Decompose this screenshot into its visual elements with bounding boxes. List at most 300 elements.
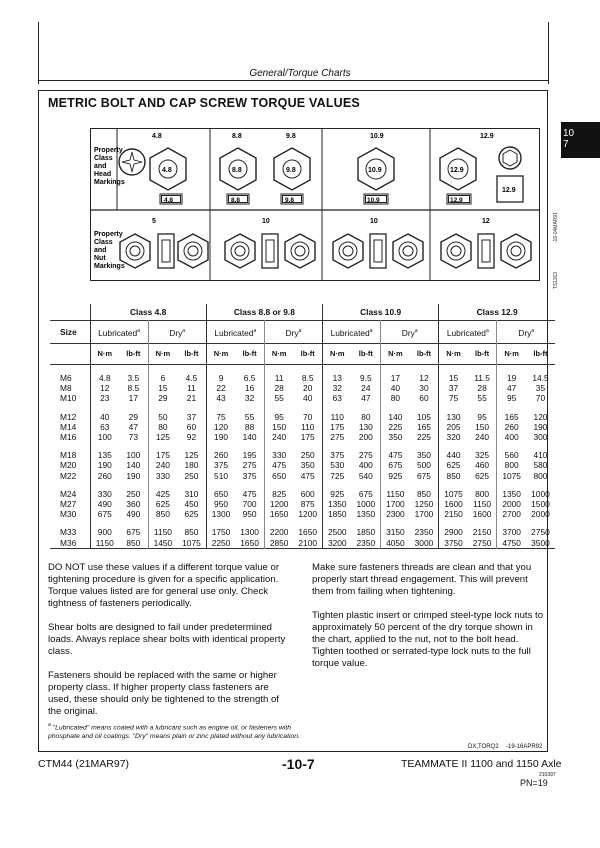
unit-header: lb-ft <box>475 348 490 358</box>
size-cell: M30 <box>60 509 77 520</box>
torque-value: 475 <box>381 450 410 460</box>
lubricated-header: Lubricated$^a$ <box>323 321 381 344</box>
torque-value: 400 <box>358 460 373 471</box>
torque-value: 1150 <box>473 499 492 510</box>
note-paragraph: Shear bolts are designed to fail under predetermined loads. Always replace shear bolts with identical property class. <box>48 622 286 657</box>
torque-value: 9.5 <box>360 373 372 383</box>
page-number: -10-7 <box>282 756 315 772</box>
note-paragraph: Fasteners should be replaced with the same or higher property class. If higher property class fasteners are used, these should only be tightened to the strength of the original. <box>48 670 279 717</box>
torque-value: 3700 <box>497 527 526 537</box>
torque-value: 150 <box>475 421 490 432</box>
bolt-head-mark: 9.8 <box>286 167 296 174</box>
torque-value: 490 <box>126 509 141 520</box>
bolt-shank-mark: 4.8 <box>164 197 174 204</box>
torque-value: 2350 <box>414 527 434 538</box>
torque-value: 350 <box>381 432 410 442</box>
torque-value: 11.5 <box>474 373 490 383</box>
unit-header: lb-ft <box>126 348 141 358</box>
row2-label-line: and <box>94 247 107 254</box>
torque-value: 1700 <box>381 499 410 509</box>
torque-value: 1200 <box>298 509 318 520</box>
torque-value: 40 <box>381 383 410 393</box>
torque-value: 1350 <box>356 509 376 520</box>
unit-header: N·m <box>148 344 177 365</box>
torque-value: 410 <box>533 450 548 461</box>
torque-value: 55 <box>477 393 487 404</box>
group-spacer <box>50 442 555 450</box>
torque-value: 850 <box>184 527 199 538</box>
torque-value: 165 <box>416 421 431 432</box>
torque-value: 850 <box>148 509 177 519</box>
torque-value: 37 <box>439 383 468 393</box>
torque-value: 17 <box>381 373 410 383</box>
torque-value: 475 <box>264 460 293 470</box>
size-cell: M27 <box>60 499 77 510</box>
torque-value: 135 <box>90 450 119 460</box>
torque-value: 4050 <box>381 538 410 549</box>
torque-value: 1350 <box>323 499 352 509</box>
torque-value: 95 <box>264 412 293 422</box>
torque-value: 675 <box>90 509 119 519</box>
row1-label-line: and <box>94 163 107 170</box>
torque-table <box>50 304 555 549</box>
torque-value: 47 <box>128 421 138 432</box>
bolt-head-12-9-icon <box>440 147 523 204</box>
row2-label-line: Nut <box>94 255 106 262</box>
torque-value: 16 <box>244 383 255 394</box>
torque-value: 140 <box>381 412 410 422</box>
chapter-tab <box>561 122 600 158</box>
torque-value: 900 <box>90 527 119 537</box>
torque-value: 13 <box>323 373 352 383</box>
torque-value: 2150 <box>472 527 492 538</box>
row2-label-line: Class <box>94 239 113 246</box>
torque-value: 650 <box>206 489 235 499</box>
group-spacer <box>50 519 555 527</box>
unit-header: lb-ft <box>184 348 199 358</box>
bolt-head-10-9-icon <box>358 148 394 204</box>
torque-value: 125 <box>148 432 177 442</box>
torque-value: 850 <box>439 471 468 481</box>
torque-value: 1450 <box>148 538 177 549</box>
torque-value: 140 <box>242 432 257 443</box>
torque-value: 675 <box>126 527 141 538</box>
torque-value: 4.5 <box>185 373 198 383</box>
torque-value: 37 <box>186 411 197 422</box>
torque-value: 1150 <box>90 538 119 549</box>
torque-value: 275 <box>358 450 373 461</box>
torque-value: 11 <box>187 383 196 394</box>
torque-value: 650 <box>264 471 293 481</box>
dry-header: Dry$^a$ <box>381 321 439 344</box>
footer-manual-title: TEAMMATE II 1100 and 1150 Axle <box>401 758 562 770</box>
nut-class-label: 12 <box>482 218 490 225</box>
torque-value: 300 <box>533 432 548 443</box>
unit-header: N·m <box>206 344 235 365</box>
torque-value: 80 <box>361 411 371 422</box>
size-cell: M14 <box>60 421 77 432</box>
torque-value: 925 <box>323 489 352 499</box>
group-spacer <box>50 481 555 489</box>
side-code-a: -19-04MAR91 <box>553 212 559 244</box>
torque-value: 8.5 <box>301 373 314 383</box>
torque-value: 73 <box>128 432 138 443</box>
bolt-shank-mark: 10.9 <box>367 197 380 204</box>
torque-value: 330 <box>264 450 293 460</box>
torque-value: 3200 <box>323 538 352 549</box>
table-row <box>50 450 555 460</box>
dry-header: Dry$^a$ <box>497 321 555 344</box>
unit-header: lb-ft <box>416 348 432 358</box>
torque-value: 1350 <box>497 489 526 499</box>
torque-value: 28 <box>477 383 487 394</box>
row1-label-line: Property <box>94 147 123 154</box>
torque-value: 225 <box>381 422 410 432</box>
torque-value: 17 <box>128 393 138 404</box>
unit-header: lb-ft <box>358 348 373 358</box>
bolt-shank-mark: 12.9 <box>450 197 463 204</box>
torque-value: 47 <box>497 383 526 393</box>
torque-value: 19 <box>497 373 526 383</box>
torque-value: 1200 <box>264 499 293 509</box>
torque-value: 360 <box>126 499 141 510</box>
note-paragraph: DO NOT use these values if a different torque value or tightening procedure is given for a specific application. Torque values listed are for general use only. Check tightness of fasteners periodically. <box>48 562 280 609</box>
torque-value: 375 <box>323 450 352 460</box>
bolt-head-mark: 12.9 <box>450 167 464 174</box>
size-cell: M6 <box>60 373 72 383</box>
chapter-tab-line2: 7 <box>563 139 569 150</box>
torque-value: 1650 <box>298 527 318 538</box>
torque-value: 350 <box>416 450 431 461</box>
bolt-head-8-8-icon <box>220 148 256 204</box>
torque-value: 12 <box>419 373 429 383</box>
torque-value: 1075 <box>439 489 468 499</box>
size-cell: M16 <box>60 432 77 443</box>
side-code-b: TS1163 <box>553 272 559 290</box>
torque-value: 310 <box>184 488 199 499</box>
row1-label-line: Head <box>94 171 112 178</box>
torque-value: 60 <box>419 393 429 404</box>
torque-value: 14.5 <box>532 373 549 383</box>
unit-header: lb-ft <box>300 348 315 358</box>
torque-value: 1700 <box>414 509 434 520</box>
torque-value: 825 <box>264 489 293 499</box>
class-header: Class 10.9 <box>323 304 439 321</box>
torque-value: 11 <box>264 373 293 383</box>
torque-value: 110 <box>301 421 315 432</box>
torque-value: 15 <box>439 373 468 383</box>
torque-value: 325 <box>475 450 490 461</box>
torque-value: 1750 <box>206 527 235 537</box>
unit-header: N·m <box>323 344 352 365</box>
torque-value: 32 <box>244 393 255 404</box>
nut-class-10b-icon <box>333 234 423 268</box>
lubricated-header: Lubricated$^a$ <box>206 321 264 344</box>
size-cell: M36 <box>60 537 77 548</box>
torque-value: 3000 <box>414 537 434 548</box>
torque-value: 460 <box>475 460 490 471</box>
torque-value: 580 <box>533 460 548 471</box>
torque-value: 28 <box>264 383 293 393</box>
torque-value: 6 <box>148 373 177 383</box>
bolt-shank-mark: 8.8 <box>231 197 241 204</box>
size-cell: M18 <box>60 450 77 461</box>
class-header: Class 12.9 <box>439 304 555 321</box>
table-row <box>50 489 555 499</box>
group-spacer <box>50 365 555 374</box>
torque-value: 40 <box>303 393 313 404</box>
torque-value: 20 <box>303 383 313 394</box>
torque-value: 100 <box>90 432 119 442</box>
torque-value: 2300 <box>381 509 410 519</box>
torque-value: 100 <box>126 450 141 461</box>
torque-value: 2250 <box>206 538 235 549</box>
bolt-head-4-8-icon <box>119 148 186 204</box>
torque-value: 63 <box>323 393 352 403</box>
nut-class-12-icon <box>441 234 531 268</box>
row1-label-line: Markings <box>94 179 125 186</box>
torque-value: 30 <box>419 383 429 394</box>
torque-value: 625 <box>148 499 177 509</box>
unit-header: lb-ft <box>242 348 257 358</box>
group-spacer <box>50 404 555 412</box>
torque-value: 88 <box>244 421 255 432</box>
table-row <box>50 499 555 509</box>
torque-value: 195 <box>242 450 257 461</box>
torque-value: 850 <box>416 488 431 499</box>
torque-value: 800 <box>497 460 526 470</box>
table-row <box>50 527 555 537</box>
torque-value: 875 <box>300 499 315 510</box>
torque-value: 4.8 <box>90 373 119 383</box>
torque-value: 2500 <box>323 527 352 537</box>
unit-header: N·m <box>439 344 468 365</box>
torque-value: 850 <box>126 537 141 548</box>
section-header: General/Torque Charts <box>249 68 351 79</box>
torque-value: 1500 <box>531 499 550 510</box>
torque-value: 70 <box>303 411 313 422</box>
torque-value: 260 <box>497 422 526 432</box>
torque-value: 3500 <box>531 537 550 548</box>
torque-value: 105 <box>416 411 431 422</box>
table-row <box>50 538 555 549</box>
torque-value: 200 <box>358 432 373 443</box>
torque-value: 275 <box>242 460 257 471</box>
dry-header: Dry$^a$ <box>148 321 206 344</box>
torque-value: 1850 <box>356 527 376 538</box>
torque-value: 400 <box>497 432 526 442</box>
torque-value: 24 <box>361 383 371 394</box>
bolt-class-label: 8.8 <box>232 133 242 140</box>
torque-value: 2150 <box>439 509 468 519</box>
lubricated-header: Lubricated$^a$ <box>90 321 148 344</box>
note-paragraph: Make sure fasteners threads are clean and that you properly start thread engagement. This will prevent them from failing when tightening. <box>312 562 532 597</box>
torque-value: 15 <box>148 383 177 393</box>
torque-value: 95 <box>477 411 487 422</box>
torque-value: 9 <box>206 373 235 383</box>
chapter-tab-line1: 10 <box>563 128 575 139</box>
table-row <box>50 422 555 432</box>
torque-value: 175 <box>300 432 315 443</box>
size-cell: M24 <box>60 488 77 499</box>
table-row <box>50 412 555 422</box>
class-header: Class 4.8 <box>90 304 206 321</box>
torque-value: 60 <box>186 421 197 432</box>
torque-value: 175 <box>323 422 352 432</box>
torque-value: 110 <box>323 412 352 422</box>
nut-class-5-icon <box>120 234 208 268</box>
torque-value: 1000 <box>356 499 376 510</box>
torque-value: 600 <box>300 488 315 499</box>
torque-value: 32 <box>323 383 352 393</box>
torque-value: 475 <box>242 488 257 499</box>
torque-value: 6.5 <box>243 373 256 383</box>
torque-value: 2100 <box>298 537 318 548</box>
row2-label-line: Markings <box>94 263 125 270</box>
table-row <box>50 471 555 481</box>
torque-value: 80 <box>148 422 177 432</box>
torque-value: 320 <box>439 432 468 442</box>
torque-value: 190 <box>206 432 235 442</box>
torque-value: 225 <box>416 432 431 443</box>
row2-label-line: Property <box>94 231 123 238</box>
torque-value: 23 <box>90 393 119 403</box>
torque-value: 50 <box>148 412 177 422</box>
notes-right <box>312 562 548 670</box>
size-header: Size <box>60 326 77 337</box>
torque-value: 29 <box>148 393 177 403</box>
torque-value: 2750 <box>531 527 550 538</box>
unit-header: N·m <box>264 344 293 365</box>
torque-value: 260 <box>90 471 119 481</box>
torque-value: 260 <box>206 450 235 460</box>
torque-value: 250 <box>300 450 315 461</box>
torque-value: 1650 <box>240 537 259 548</box>
row1-label-line: Class <box>94 155 113 162</box>
torque-value: 530 <box>323 460 352 470</box>
torque-value: 21 <box>186 393 197 404</box>
torque-value: 1600 <box>472 509 492 520</box>
doc-code-left: DX,TORQ2 <box>468 744 499 750</box>
torque-value: 240 <box>264 432 293 442</box>
torque-value: 12 <box>90 383 119 393</box>
torque-value: 205 <box>439 422 468 432</box>
torque-value: 675 <box>416 470 431 481</box>
torque-value: 1850 <box>323 509 352 519</box>
torque-value: 510 <box>206 471 235 481</box>
torque-value: 375 <box>242 470 257 481</box>
torque-value: 120 <box>533 411 548 422</box>
torque-value: 240 <box>148 460 177 470</box>
torque-value: 3150 <box>381 527 410 537</box>
torque-value: 330 <box>148 471 177 481</box>
torque-value: 350 <box>300 460 315 471</box>
torque-value: 95 <box>497 393 526 403</box>
unit-header: N·m <box>90 344 119 365</box>
torque-value: 625 <box>475 470 490 481</box>
torque-value: 2900 <box>439 527 468 537</box>
torque-value: 425 <box>148 489 177 499</box>
torque-value: 240 <box>475 432 490 443</box>
torque-value: 75 <box>206 412 235 422</box>
torque-value: 35 <box>535 383 546 394</box>
torque-value: 330 <box>90 489 119 499</box>
table-row <box>50 393 555 403</box>
torque-value: 70 <box>535 393 546 404</box>
note-paragraph: Tighten plastic insert or crimped steel-type lock nuts to approximately 50 percent of the dry torque shown in the chart, applied to the nut, not to the bolt head. Tighten toothed or serrated-type lock nuts to the full torque value. <box>312 610 544 669</box>
torque-value: 63 <box>90 422 119 432</box>
torque-value: 175 <box>148 450 177 460</box>
torque-value: 80 <box>381 393 410 403</box>
torque-value: 560 <box>497 450 526 460</box>
unit-header: N·m <box>497 344 526 365</box>
size-cell: M12 <box>60 411 77 422</box>
size-cell: M20 <box>60 460 77 471</box>
torque-value: 675 <box>358 488 373 499</box>
torque-value: 55 <box>264 393 293 403</box>
torque-value: 1000 <box>531 488 550 499</box>
torque-value: 150 <box>264 422 293 432</box>
nut-class-label: 10 <box>262 218 270 225</box>
footer-doc-id: CTM44 (21MAR97) <box>38 758 130 770</box>
bolt-head-9-8-icon <box>274 148 310 204</box>
torque-value: 190 <box>533 421 548 432</box>
torque-value: 3750 <box>439 538 468 549</box>
torque-value: 800 <box>475 488 490 499</box>
nut-class-10-icon <box>225 234 315 268</box>
torque-value: 700 <box>242 499 257 510</box>
bolt-class-label: 10.9 <box>370 133 384 140</box>
torque-value: 55 <box>244 411 255 422</box>
torque-value: 1075 <box>497 471 526 481</box>
torque-value: 92 <box>186 432 197 443</box>
table-row <box>50 383 555 393</box>
torque-value: 800 <box>533 470 548 481</box>
torque-value: 29 <box>128 411 138 422</box>
notes-left <box>48 562 293 718</box>
torque-value: 120 <box>206 422 235 432</box>
torque-value: 2850 <box>264 538 293 549</box>
bolt-head-mark: 10.9 <box>368 167 382 174</box>
torque-value: 2000 <box>531 509 550 520</box>
torque-value: 1300 <box>240 527 259 538</box>
torque-value: 1650 <box>264 509 293 519</box>
torque-value: 2750 <box>472 537 492 548</box>
torque-value: 2700 <box>497 509 526 519</box>
size-cell: M33 <box>60 527 77 538</box>
torque-value: 950 <box>242 509 257 520</box>
torque-value: 475 <box>300 470 315 481</box>
torque-value: 500 <box>416 460 431 471</box>
torque-value: 250 <box>184 470 199 481</box>
lubricated-header: Lubricated$^a$ <box>439 321 497 344</box>
doc-code-right: -19-16APR92 <box>506 744 543 750</box>
torque-value: 1600 <box>439 499 468 509</box>
bolt-class-label: 4.8 <box>152 133 162 140</box>
torque-value: 450 <box>184 499 199 510</box>
footer-pn: PN=19 <box>520 778 548 788</box>
footnote: $^a$ "Lubricated" means coated with a lubricant such as engine oil, or fasteners with phosphate and oil coatings. "Dry" means plain or zinc plated without any lubrication. <box>48 722 300 740</box>
bolt-shank-mark: 9.8 <box>285 197 295 204</box>
table-row <box>50 373 555 383</box>
torque-value: 1300 <box>206 509 235 519</box>
nut-class-label: 5 <box>152 218 156 225</box>
markings-diagram <box>90 128 540 281</box>
torque-value: 190 <box>90 460 119 470</box>
bolt-head-mark: 4.8 <box>162 167 172 174</box>
table-row <box>50 432 555 442</box>
nut-class-label: 10 <box>370 218 378 225</box>
